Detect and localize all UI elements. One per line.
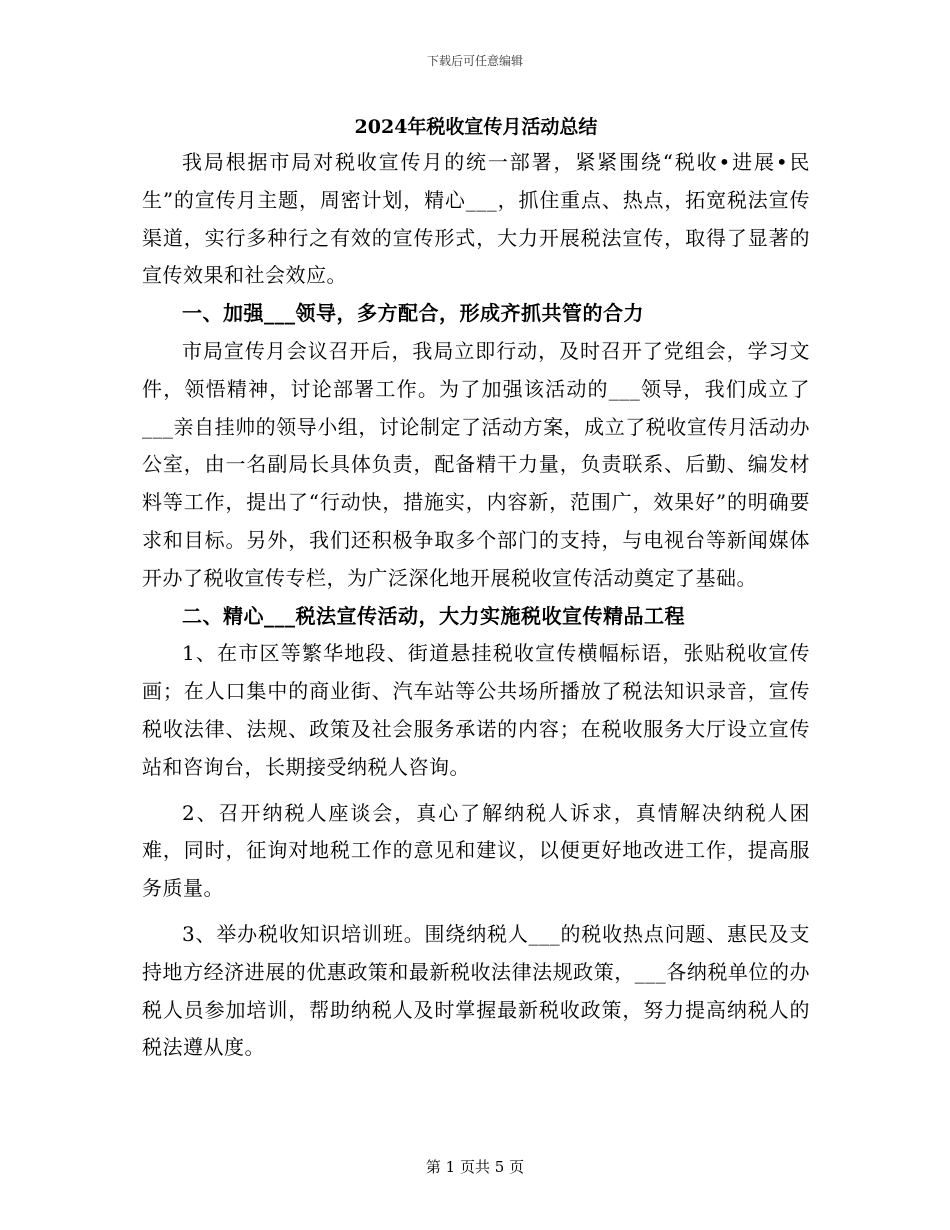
document-title: 2024年税收宣传月活动总结 [354,116,598,138]
section-1-heading: 一、加强___领导，多方配合，形成齐抓共管的合力 [182,301,644,326]
document-body [142,112,810,1067]
page-number: 第 1 页共 5 页 [425,1158,525,1176]
header-note: 下载后可任意编辑 [426,54,523,68]
intro-paragraph: 我局根据市局对税收宣传月的统一部署，紧紧围绕“税收•进展•民生”的宣传月主题，周密计划，精心___，抓住重点、热点，拓宽税法宣传渠道，实行多种行之有效的宣传形式，大力开展税法宣传，取得了显著的宣传效果和社会效应。 [142,150,810,288]
item-3-paragraph: 3、举办税收知识培训班。围绕纳税人___的税收热点问题、惠民及支持地方经济进展的优惠政策和最新税收法律法规政策，___各纳税单位的办税人员参加培训，帮助纳税人及时掌握最新税收政策，努力提高纳税人的税法遵从度。 [142,921,810,1060]
item-1-paragraph: 1、在市区等繁华地段、街道悬挂税收宣传横幅标语，张贴税收宣传画；在人口集中的商业街、汽车站等公共场所播放了税法知识录音，宣传税收法律、法规、政策及社会服务承诺的内容；在税收服务大厅设立宣传站和咨询台，长期接受纳税人咨询。 [142,641,810,779]
section-1-paragraph: 市局宣传月会议召开后，我局立即行动，及时召开了党组会，学习文件，领悟精神，讨论部署工作。为了加强该活动的___领导，我们成立了___亲自挂帅的领导小组，讨论制定了活动方案，成立了税收宣传月活动办公室，由一名副局长具体负责，配备精干力量，负责联系、后勤、编发材料等工作，提出了“行动快，措施实，内容新，范围广，效果好”的明确要求和目标。另外，我们还积极争取多个部门的支持，与电视台等新闻媒体开办了税收宣传专栏，为广泛深化地开展税收宣传活动奠定了基础。 [142,338,810,590]
item-2-paragraph: 2、召开纳税人座谈会，真心了解纳税人诉求，真情解决纳税人困难，同时，征询对地税工作的意见和建议，以便更好地改进工作，提高服务质量。 [142,800,810,901]
section-2-heading: 二、精心___税法宣传活动，大力实施税收宣传精品工程 [182,603,685,628]
